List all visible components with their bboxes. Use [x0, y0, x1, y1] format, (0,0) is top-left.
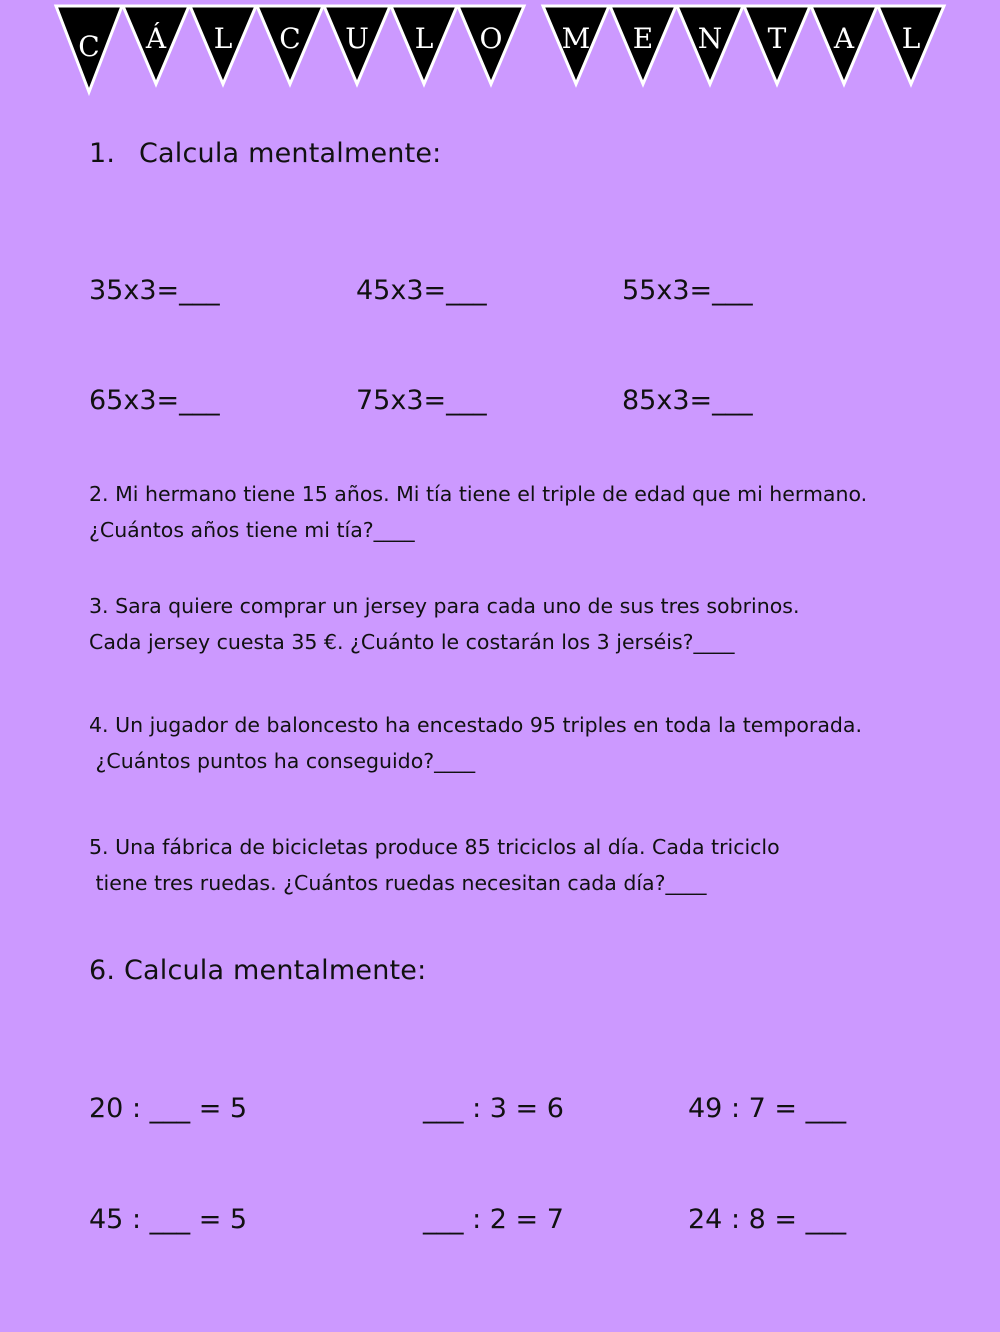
pennant-letter: L	[901, 22, 921, 55]
pennant-letter: A	[833, 22, 855, 55]
pennant-t	[744, 6, 810, 84]
pennant-m	[543, 6, 609, 84]
word-problem-2	[89, 476, 867, 548]
pennant-l1	[190, 6, 256, 84]
pennant-letter: N	[697, 22, 723, 55]
section1-heading	[89, 138, 441, 169]
division-item: 20 : ___ = 5	[89, 1093, 248, 1124]
pennant-l3	[878, 6, 944, 84]
section1-title: Calcula mentalmente:	[139, 138, 442, 169]
pennant-letter: M	[561, 22, 591, 55]
exercise-item: 55x3=___	[622, 275, 753, 306]
pennant-letter: L	[414, 22, 434, 55]
word-problem-5	[89, 829, 780, 901]
problem-line: tiene tres ruedas. ¿Cuántos ruedas necesitan cada día?____	[89, 871, 707, 895]
pennant-u	[324, 6, 390, 84]
pennant-letter: C	[78, 30, 100, 63]
pennant-letter: C	[279, 22, 301, 55]
exercise-item: 35x3=___	[89, 275, 220, 306]
division-item: ___ : 3 = 6	[423, 1093, 564, 1124]
problem-line: 2. Mi hermano tiene 15 años. Mi tía tiene el triple de edad que mi hermano.	[89, 482, 868, 506]
word-problem-4	[89, 707, 862, 779]
exercise-item: 65x3=___	[89, 385, 220, 416]
pennant-c1	[56, 6, 122, 92]
title-banner	[0, 0, 1000, 100]
pennant-o	[458, 6, 524, 84]
pennant-a-acute	[123, 6, 189, 84]
pennant-n	[677, 6, 743, 84]
problem-line: 5. Una fábrica de bicicletas produce 85 triciclos al día. Cada triciclo	[89, 835, 780, 859]
problem-line: 4. Un jugador de baloncesto ha encestado 95 triples en toda la temporada.	[89, 713, 862, 737]
pennant-banner	[0, 0, 1000, 100]
problem-line: Cada jersey cuesta 35 €. ¿Cuánto le costarán los 3 jerséis?____	[89, 630, 735, 654]
problem-line: ¿Cuántos puntos ha conseguido?____	[89, 749, 476, 773]
problem-line: 3. Sara quiere comprar un jersey para cada uno de sus tres sobrinos.	[89, 594, 800, 618]
pennant-letter: Á	[145, 22, 167, 55]
word-problem-3	[89, 588, 799, 660]
pennant-letter: U	[345, 22, 369, 55]
section6-heading: 6. Calcula mentalmente:	[89, 955, 427, 986]
exercise-item: 85x3=___	[622, 385, 753, 416]
division-item: 24 : 8 = ___	[688, 1204, 847, 1235]
exercise-item: 45x3=___	[356, 275, 487, 306]
pennant-a	[811, 6, 877, 84]
pennant-letter: T	[767, 22, 787, 55]
pennant-l2	[391, 6, 457, 84]
pennant-letter: E	[632, 22, 654, 55]
division-item: 49 : 7 = ___	[688, 1093, 847, 1124]
division-item: 45 : ___ = 5	[89, 1204, 248, 1235]
exercise-item: 75x3=___	[356, 385, 487, 416]
pennant-letter: O	[479, 22, 503, 55]
pennant-c2	[257, 6, 323, 84]
pennant-e	[610, 6, 676, 84]
pennant-letter: L	[213, 22, 233, 55]
problem-line: ¿Cuántos años tiene mi tía?____	[89, 518, 415, 542]
division-item: ___ : 2 = 7	[423, 1204, 564, 1235]
section1-number: 1.	[89, 138, 116, 169]
